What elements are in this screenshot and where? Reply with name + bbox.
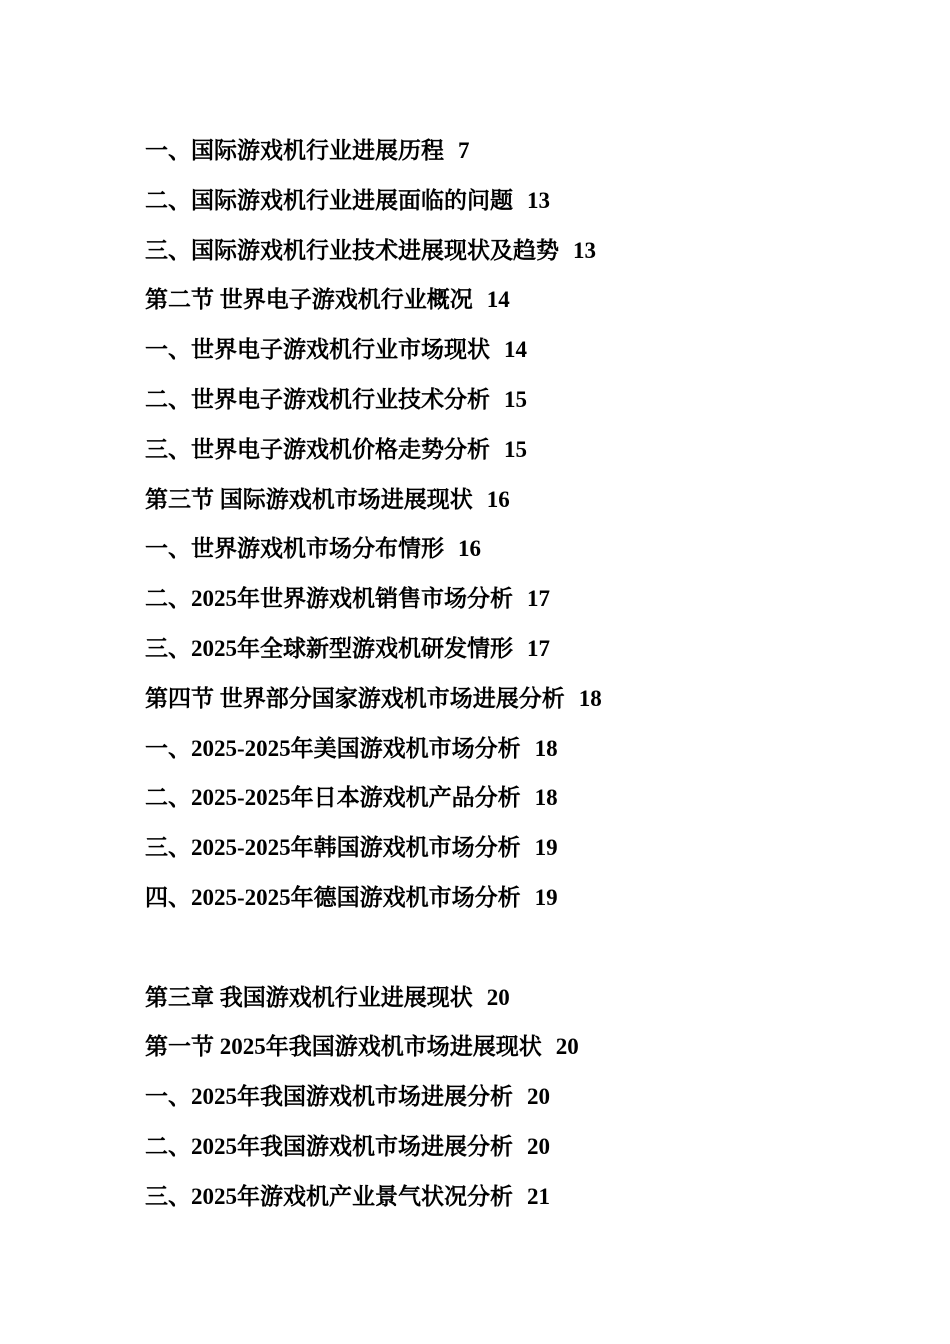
toc-entry[interactable] [145, 624, 602, 674]
toc-chapter-entry[interactable] [145, 973, 602, 1023]
toc-entry[interactable] [145, 574, 602, 624]
toc-entry[interactable] [145, 176, 602, 226]
toc-entry[interactable] [145, 873, 602, 923]
toc-entry-title: 三、国际游戏机行业技术进展现状及趋势 [145, 237, 559, 263]
toc-entry-page: 20 [555, 1034, 579, 1060]
toc-entry[interactable] [145, 823, 602, 873]
toc-entry-title: 二、国际游戏机行业进展面临的问题 [145, 187, 513, 213]
toc-entry-title: 三、2025-2025年韩国游戏机市场分析 [145, 835, 521, 861]
toc-entry-title: 一、2025年我国游戏机市场进展分析 [145, 1084, 513, 1110]
toc-entry-title: 第一节 2025年我国游戏机市场进展现状 [145, 1034, 542, 1060]
toc-entry-page: 15 [504, 436, 527, 462]
toc-entry[interactable] [145, 524, 602, 574]
toc-entry-page: 17 [527, 635, 550, 661]
toc-entry-title: 第三章 我国游戏机行业进展现状 [145, 984, 473, 1010]
toc-entry-title: 二、2025年世界游戏机销售市场分析 [145, 586, 513, 612]
toc-entry-title: 四、2025-2025年德国游戏机市场分析 [145, 884, 521, 910]
toc-entry[interactable] [145, 226, 602, 276]
toc-entry[interactable] [145, 1172, 602, 1222]
toc-entry-page: 16 [458, 536, 481, 562]
toc-entry-title: 二、世界电子游戏机行业技术分析 [145, 386, 490, 412]
toc-entry-page: 20 [527, 1133, 550, 1159]
toc-entry-title: 二、2025年我国游戏机市场进展分析 [145, 1133, 513, 1159]
toc-entry-page: 14 [486, 287, 510, 313]
table-of-contents [145, 126, 602, 1222]
toc-entry-page: 13 [527, 187, 550, 213]
toc-entry-title: 一、国际游戏机行业进展历程 [145, 138, 444, 163]
toc-entry-page: 20 [527, 1084, 550, 1110]
toc-entry-page: 7 [458, 138, 470, 163]
toc-blank-line [145, 923, 602, 973]
toc-section-entry[interactable] [145, 1022, 602, 1072]
toc-entry-title: 第二节 世界电子游戏机行业概况 [145, 287, 473, 313]
toc-section-entry[interactable] [145, 475, 602, 525]
toc-entry-title: 第四节 世界部分国家游戏机市场进展分析 [145, 685, 565, 711]
toc-entry-page: 18 [534, 735, 558, 761]
toc-entry-title: 一、世界游戏机市场分布情形 [145, 536, 444, 562]
toc-entry[interactable] [145, 375, 602, 425]
toc-entry[interactable] [145, 1122, 602, 1172]
toc-entry-title: 第三节 国际游戏机市场进展现状 [145, 486, 473, 512]
toc-entry-title: 三、2025年全球新型游戏机研发情形 [145, 635, 513, 661]
toc-entry[interactable] [145, 773, 602, 823]
toc-entry-page: 20 [486, 984, 510, 1010]
toc-entry-page: 19 [534, 835, 558, 861]
toc-entry-title: 三、世界电子游戏机价格走势分析 [145, 436, 490, 462]
toc-entry-page: 17 [527, 586, 550, 612]
toc-entry-page: 18 [534, 785, 558, 811]
toc-entry-title: 一、2025-2025年美国游戏机市场分析 [145, 735, 521, 761]
toc-entry-page: 13 [573, 237, 596, 263]
toc-entry[interactable] [145, 126, 602, 176]
toc-entry[interactable] [145, 1072, 602, 1122]
toc-entry-title: 三、2025年游戏机产业景气状况分析 [145, 1183, 513, 1209]
toc-entry[interactable] [145, 724, 602, 774]
toc-section-entry[interactable] [145, 275, 602, 325]
toc-entry[interactable] [145, 425, 602, 475]
toc-entry-page: 21 [527, 1183, 550, 1209]
toc-section-entry[interactable] [145, 674, 602, 724]
toc-entry-page: 19 [534, 884, 558, 910]
toc-entry-title: 二、2025-2025年日本游戏机产品分析 [145, 785, 521, 811]
toc-entry-page: 18 [578, 685, 602, 711]
toc-entry-title: 一、世界电子游戏机行业市场现状 [145, 337, 490, 363]
toc-entry-page: 16 [486, 486, 510, 512]
toc-entry-page: 14 [504, 337, 527, 363]
toc-entry-page: 15 [504, 386, 527, 412]
toc-entry[interactable] [145, 325, 602, 375]
